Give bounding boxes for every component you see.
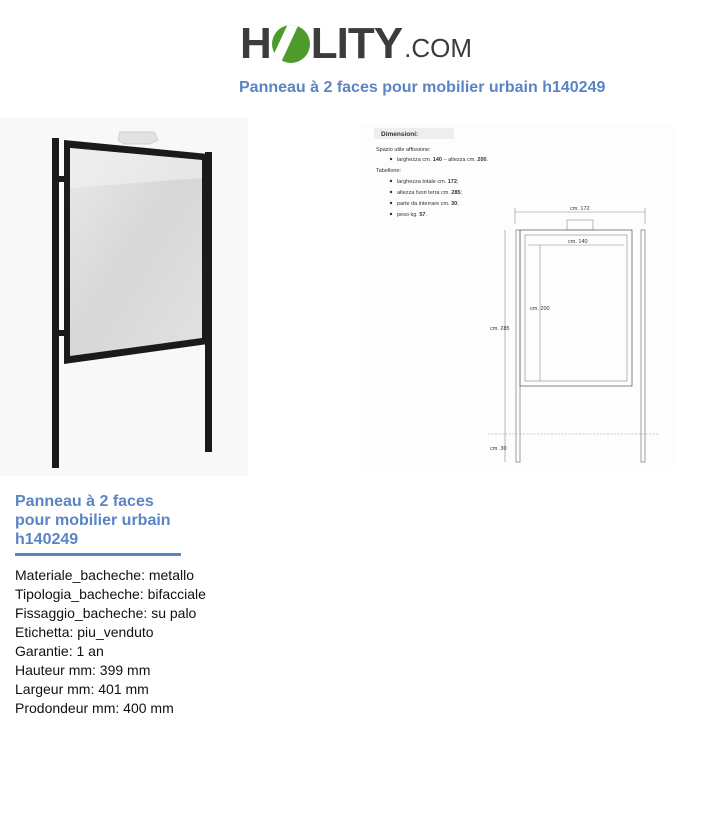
left-post (52, 138, 59, 468)
drawing-bullet-buried: parte da interrare cm. 30; (397, 201, 459, 207)
spec-item-warranty: Garantie: 1 an (15, 643, 104, 659)
spec-item-type: Tipologia_bacheche: bifacciale (15, 586, 206, 602)
drawing-bullet-weight: peso kg. 57. (397, 212, 427, 218)
drawing-heading: Dimensioni: (381, 131, 419, 138)
spec-list (15, 566, 206, 718)
spec-item-mounting: Fissaggio_bacheche: su palo (15, 605, 197, 621)
spec-item-depth: Prodondeur mm: 400 mm (15, 700, 174, 716)
drawing-space-line: larghezza cm. 140 – altezza cm. 200. (397, 157, 489, 163)
drawing-bullet-height: altezza fuori terra cm. 285; (397, 190, 463, 196)
product-photo (0, 118, 248, 476)
dimension-diagram (360, 124, 675, 466)
dim-total-height-label: cm. 285 (490, 326, 510, 332)
drawing-board-label: Tabellone: (376, 168, 402, 174)
spec-item-material: Materiale_bacheche: metallo (15, 567, 194, 583)
dim-buried-label: cm. 30 (490, 446, 507, 452)
logo-letters-lity: LITY (310, 19, 403, 68)
spec-item-width: Largeur mm: 401 mm (15, 681, 149, 697)
dim-inner-height-label: cm. 200 (530, 306, 550, 312)
logo-dot-com: .COM (404, 33, 472, 63)
dim-inner-width-label: cm. 140 (568, 239, 588, 245)
drawing-bullet-total-width: larghezza totale cm. 172; (397, 179, 459, 185)
title-underline (15, 553, 181, 556)
technical-drawing (360, 124, 675, 466)
page-title: Panneau à 2 faces pour mobilier urbain h140249 (239, 79, 606, 96)
product-title: Panneau à 2 faces pour mobilier urbain h140249 (15, 493, 171, 548)
spec-item-label: Etichetta: piu_venduto (15, 624, 154, 640)
dim-total-width-label: cm. 172 (570, 206, 590, 212)
holity-logo[interactable] (240, 14, 485, 66)
logo-letter-h: H (240, 19, 271, 68)
panel-photo-image (0, 118, 248, 476)
drawing-space-label: Spazio utile affissione: (376, 147, 431, 153)
logo-green-o-icon (272, 25, 310, 63)
spec-item-height: Hauteur mm: 399 mm (15, 662, 151, 678)
